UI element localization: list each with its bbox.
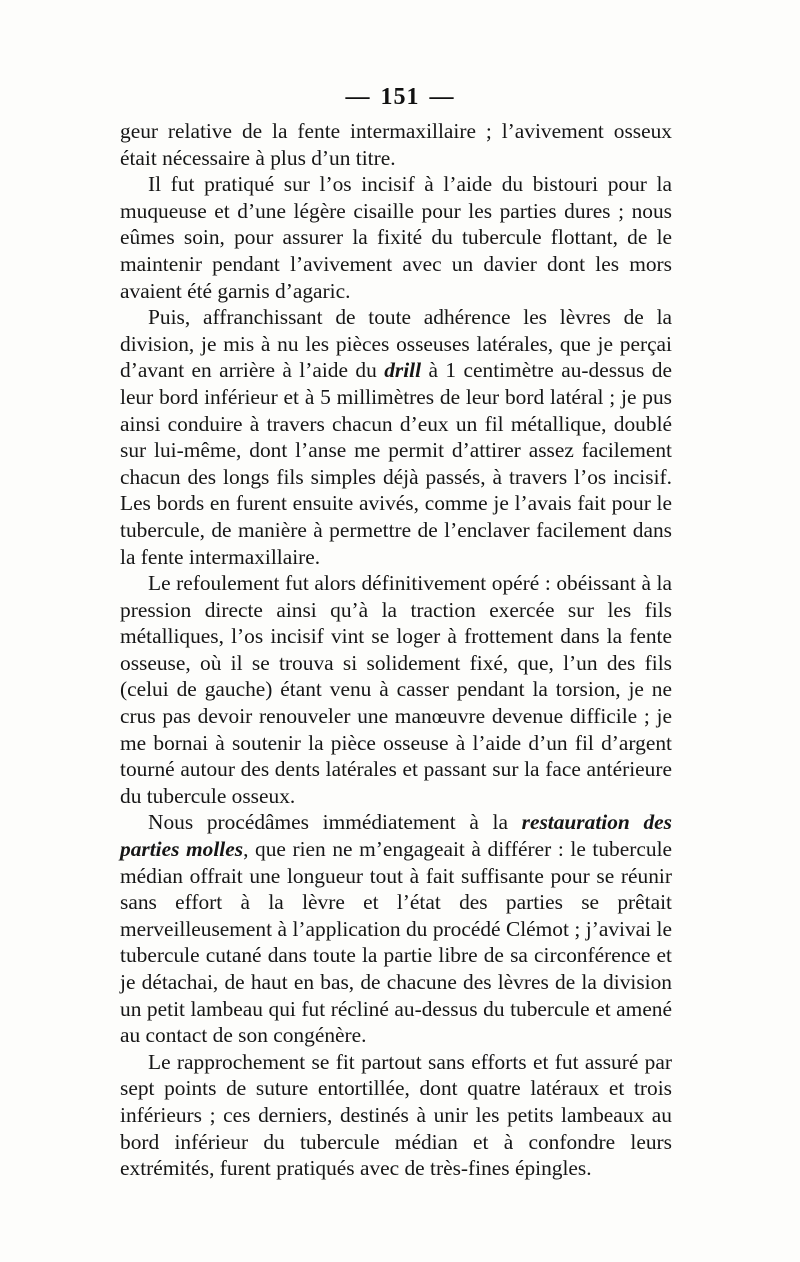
paragraph-refoulement bbox=[120, 570, 672, 809]
paragraph-text: geur relative de la fente intermaxillaire ; l’avivement osseux était nécessaire à plus d’un titre. bbox=[120, 119, 672, 170]
page-number: 151 bbox=[380, 84, 420, 110]
italic-term-drill: drill bbox=[384, 358, 422, 383]
page-number-dash-left: — bbox=[345, 84, 371, 110]
body-text bbox=[120, 118, 672, 1182]
paragraph-text: à 1 centimètre au-dessus de leur bord inférieur et à 5 millimètres de leur bord latéral ; je pus ainsi conduire à travers chacun d’eux un fil métallique, doublé sur lui-même, dont l’anse me permit d’attirer assez facilement chacun des longs fils simples déjà passés, à travers l’os incisif. Les bords en furent ensuite avivés, comme je l’avais fait pour le tubercule, de manière à permettre de l’enclaver facilement dans la fente intermaxillaire. bbox=[120, 358, 672, 569]
paragraph-drilling bbox=[120, 304, 672, 570]
paragraph-continuation bbox=[120, 118, 672, 171]
paragraph-text: Nous procédâmes immédiatement à la bbox=[148, 810, 522, 835]
paragraph-text: Puis, affranchissant de toute adhérence les lèvres de la division, je mis à nu les pièces osseuses latérales, que je perçai d’avant en arrière à l’aide du bbox=[120, 305, 672, 383]
paragraph-restauration bbox=[120, 809, 672, 1048]
page-number-dash-right: — bbox=[429, 84, 455, 110]
paragraph-incision bbox=[120, 171, 672, 304]
paragraph-text: Le refoulement fut alors définitivement opéré : obéissant à la pression directe ainsi qu’à la traction exercée sur les fils métalliques, l’os incisif vint se loger à frottement dans la fente osseuse, où il se trouva si solidement fixé, que, l’un des fils (celui de gauche) étant venu à casser pendant la torsion, je ne crus pas devoir renouveler une manœuvre devenue difficile ; je me bornai à soutenir la pièce osseuse à l’aide d’un fil d’argent tourné autour des dents latérales et passant sur la face antérieure du tubercule osseux. bbox=[120, 571, 672, 808]
paragraph-rapprochement bbox=[120, 1049, 672, 1182]
italic-term-restauration: restauration des parties molles bbox=[120, 810, 672, 862]
paragraph-text: Le rapprochement se fit partout sans efforts et fut assuré par sept points de suture entortillée, dont quatre latéraux et trois inférieurs ; ces derniers, destinés à unir les petits lambeaux au bord inférieur du tubercule médian et à confondre leurs extrémités, furent pratiqués avec de très-fines épingles. bbox=[120, 1049, 672, 1181]
page-number-line bbox=[0, 84, 800, 111]
paragraph-text: , que rien ne m’engageait à différer : le tubercule médian offrait une longueur tout à fait suffisante pour se réunir sans effort à la lèvre et l’état des parties se prêtait merveilleusement à l’application du procédé Clémot ; j’avivai le tubercule cutané dans toute la partie libre de sa circonférence et je détachai, de haut en bas, de chacune des lèvres de la division un petit lambeau qui fut récliné au-dessus du tubercule et amené au contact de son congénère. bbox=[120, 837, 673, 1048]
paragraph-text: Il fut pratiqué sur l’os incisif à l’aide du bistouri pour la muqueuse et d’une légère cisaille pour les parties dures ; nous eûmes soin, pour assurer la fixité du tubercule flottant, de le maintenir pendant l’avivement avec un davier dont les mors avaient été garnis d’agaric. bbox=[120, 172, 672, 303]
